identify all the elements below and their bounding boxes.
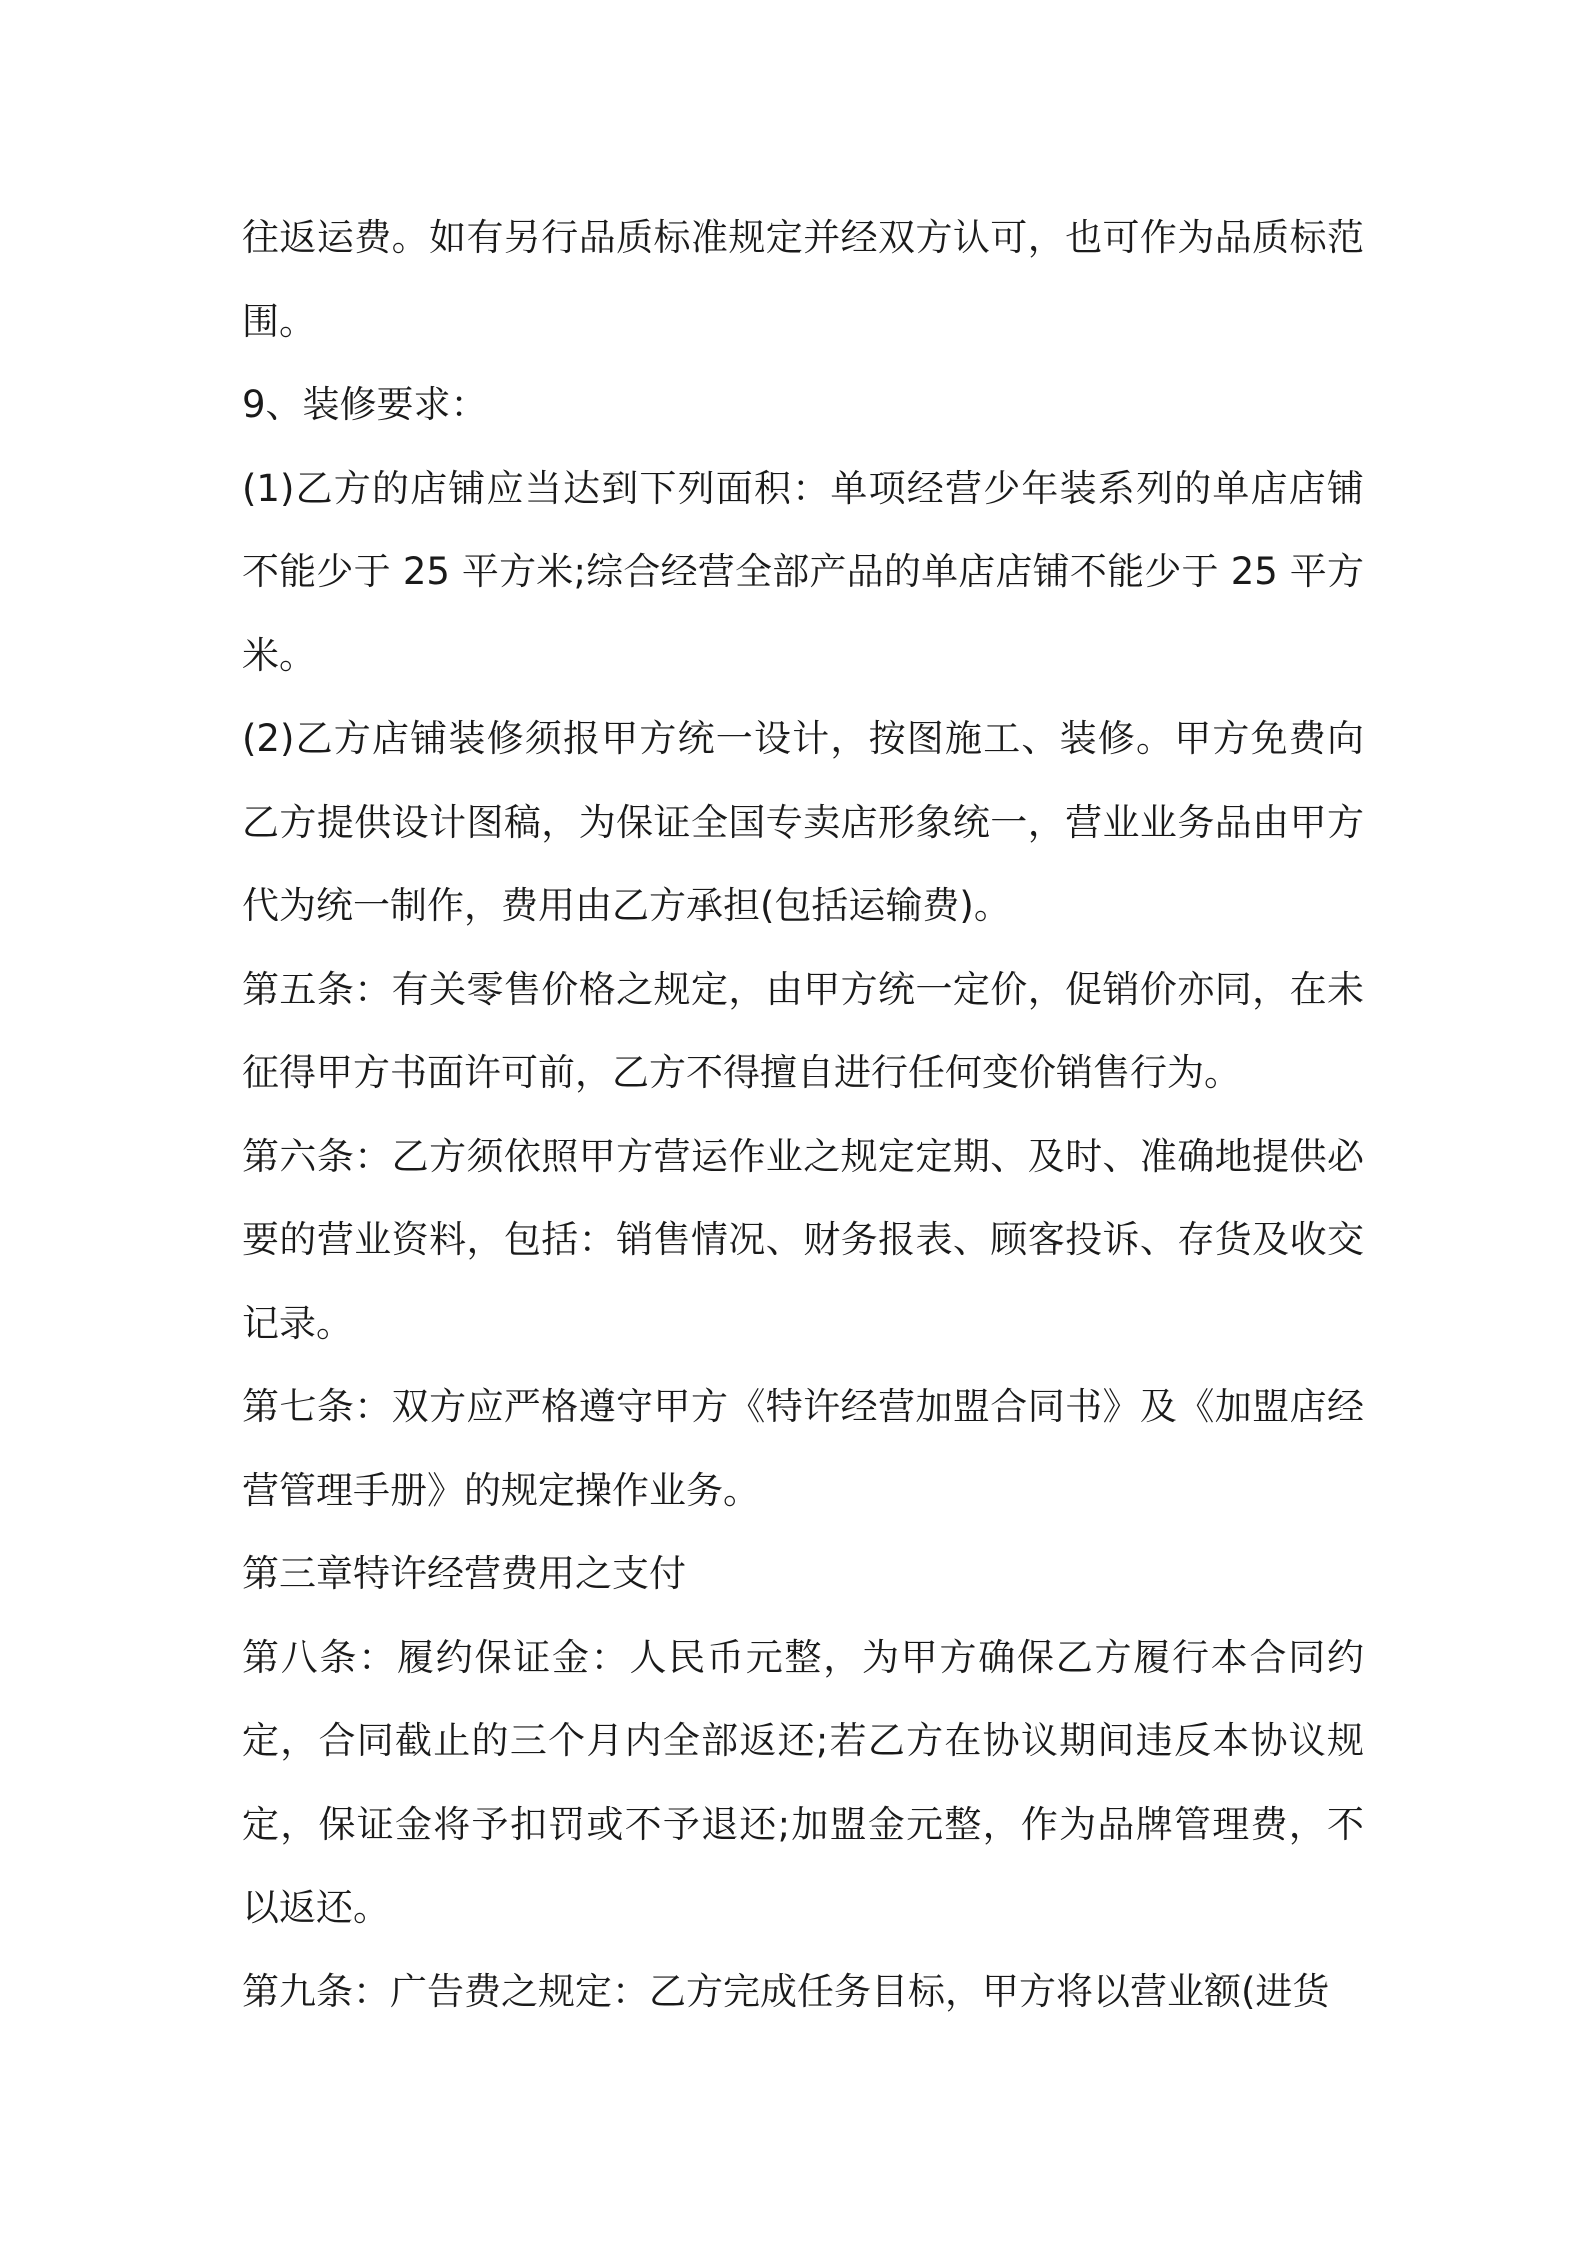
paragraph-store-design: (2)乙方店铺装修须报甲方统一设计，按图施工、装修。甲方免费向乙方提供设计图稿，为保证全国专卖店形象统一，营业业务品由甲方代为统一制作，费用由乙方承担(包括运输费)。 bbox=[242, 717, 1364, 927]
paragraph-shipping-quality: 往返运费。如有另行品质标准规定并经双方认可，也可作为品质标范围。 bbox=[242, 216, 1364, 343]
paragraph-store-area: (1)乙方的店铺应当达到下列面积：单项经营少年装系列的单店店铺不能少于 25 平方米;综合经营全部产品的单店店铺不能少于 25 平方米。 bbox=[242, 466, 1364, 677]
paragraph-article-5: 第五条：有关零售价格之规定，由甲方统一定价，促销价亦同，在未征得甲方书面许可前，乙方不得擅自进行任何变价销售行为。 bbox=[242, 967, 1364, 1094]
paragraph-article-8: 第八条：履约保证金：人民币元整，为甲方确保乙方履行本合同约定，合同截止的三个月内全部返还;若乙方在协议期间违反本协议规定，保证金将予扣罚或不予退还;加盟金元整，作为品牌管理费，不以返还。 bbox=[242, 1635, 1364, 1929]
paragraph-article-7: 第七条：双方应严格遵守甲方《特许经营加盟合同书》及《加盟店经营管理手册》的规定操作业务。 bbox=[242, 1385, 1364, 1512]
paragraph-article-9: 第九条：广告费之规定：乙方完成任务目标，甲方将以营业额(进货 bbox=[242, 1969, 1330, 2013]
paragraph-article-6: 第六条：乙方须依照甲方营运作业之规定定期、及时、准确地提供必要的营业资料，包括：销售情况、财务报表、顾客投诉、存货及收交记录。 bbox=[242, 1134, 1364, 1345]
document-body bbox=[242, 196, 1364, 2033]
paragraph-renovation-heading: 9、装修要求： bbox=[242, 383, 488, 426]
chapter-3-heading: 第三章特许经营费用之支付 bbox=[242, 1552, 686, 1595]
